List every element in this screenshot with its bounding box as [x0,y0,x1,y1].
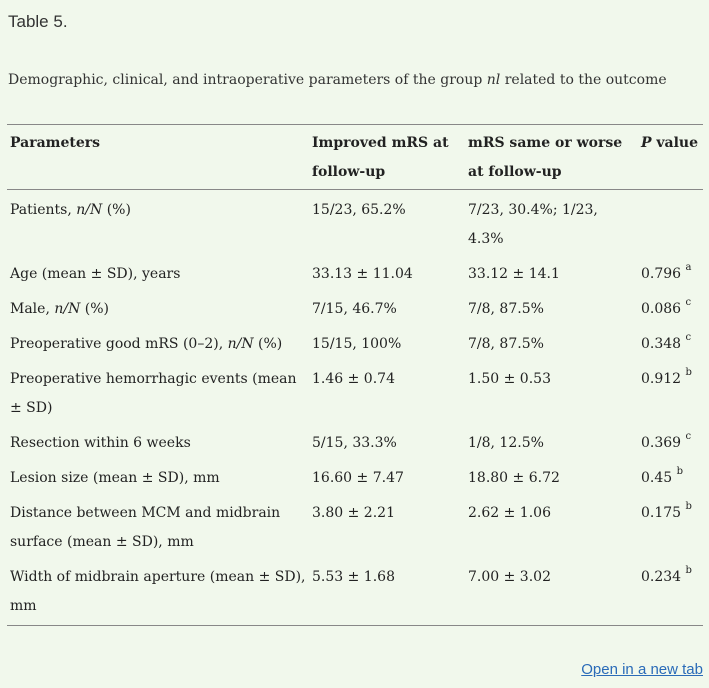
cell-parameter: Resection within 6 weeks [10,435,191,451]
cell-p-value [638,328,703,363]
cell-parameter: Distance between MCM and midbrain surface (mean ± SD), mm [10,505,281,550]
header-p-rest: value [651,135,699,151]
header-parameters: Parameters [10,135,101,151]
p-value-number: 0.348 [641,336,682,352]
cell-mrs-same-or-worse: 33.12 ± 14.1 [468,266,560,282]
cell-improved-mrs: 15/23, 65.2% [312,202,406,218]
caption-group-name: nl [486,72,501,88]
p-value-number: 0.369 [641,435,682,451]
p-value-footnote-marker: c [685,332,692,344]
table-row [7,328,703,363]
cell-mrs-same-or-worse: 7/23, 30.4%; 1/23, 4.3% [468,202,598,247]
cell-parameter: Patients, n/N (%) [10,202,131,218]
table-row [7,258,703,293]
table-header-row [7,125,703,190]
cell-improved-mrs: 1.46 ± 0.74 [312,371,395,387]
cell-improved-mrs: 5/15, 33.3% [312,435,397,451]
header-p-value [638,125,703,190]
cell-p-value [638,462,703,497]
cell-improved-mrs: 5.53 ± 1.68 [312,569,395,585]
header-improved-mrs: Improved mRS at follow-up [312,135,449,180]
cell-improved-mrs: 33.13 ± 11.04 [312,266,413,282]
table-row [7,363,703,427]
table-body [7,190,703,626]
cell-parameter: Width of midbrain aperture (mean ± SD), mm [10,569,306,614]
table-row [7,561,703,626]
table-row [7,190,703,259]
cell-p-value [638,561,703,626]
cell-mrs-same-or-worse: 7.00 ± 3.02 [468,569,551,585]
p-value-number: 0.086 [641,301,682,317]
cell-parameter: Lesion size (mean ± SD), mm [10,470,220,486]
cell-improved-mrs: 15/15, 100% [312,336,402,352]
p-value-number: 0.912 [641,371,682,387]
cell-p-value [638,258,703,293]
cell-p-value [638,497,703,561]
header-p-letter: P [641,135,652,151]
p-value-footnote-marker: b [685,565,692,577]
cell-improved-mrs: 16.60 ± 7.47 [312,470,404,486]
p-value-footnote-marker: a [685,262,692,274]
cell-mrs-same-or-worse: 18.80 ± 6.72 [468,470,560,486]
cell-mrs-same-or-worse: 7/8, 87.5% [468,336,544,352]
cell-p-value [638,293,703,328]
cell-improved-mrs: 3.80 ± 2.21 [312,505,395,521]
caption-text-start: Demographic, clinical, and intraoperative parameters of the group [8,72,487,88]
cell-mrs-same-or-worse: 1.50 ± 0.53 [468,371,551,387]
table-caption [8,72,667,88]
cell-mrs-same-or-worse: 7/8, 87.5% [468,301,544,317]
cell-parameter: Preoperative good mRS (0–2), n/N (%) [10,336,283,352]
p-value-footnote-marker: c [685,431,692,443]
p-value-footnote-marker: b [685,501,692,513]
open-in-new-tab-link[interactable]: Open in a new tab [581,661,703,678]
cell-parameter: Age (mean ± SD), years [10,266,181,282]
p-value-number: 0.796 [641,266,682,282]
cell-mrs-same-or-worse: 1/8, 12.5% [468,435,544,451]
cell-p-value [638,190,703,259]
p-value-number: 0.45 [641,470,673,486]
p-value-number: 0.234 [641,569,682,585]
p-value-number: 0.175 [641,505,682,521]
p-value-footnote-marker: b [676,466,684,478]
table-container [7,124,703,626]
cell-improved-mrs: 7/15, 46.7% [312,301,397,317]
header-mrs-same-or-worse: mRS same or worse at follow-up [468,135,623,180]
p-value-footnote-marker: c [685,297,692,309]
parameters-table [7,124,703,626]
cell-parameter: Male, n/N (%) [10,301,110,317]
cell-mrs-same-or-worse: 2.62 ± 1.06 [468,505,551,521]
table-row [7,293,703,328]
cell-p-value [638,363,703,427]
table-row [7,462,703,497]
cell-parameter: Preoperative hemorrhagic events (mean ± SD) [10,371,297,416]
p-value-footnote-marker: b [685,367,692,379]
cell-p-value [638,427,703,462]
table-label: Table 5. [8,12,68,31]
table-row [7,427,703,462]
caption-text-end: related to the outcome [500,72,667,88]
table-row [7,497,703,561]
